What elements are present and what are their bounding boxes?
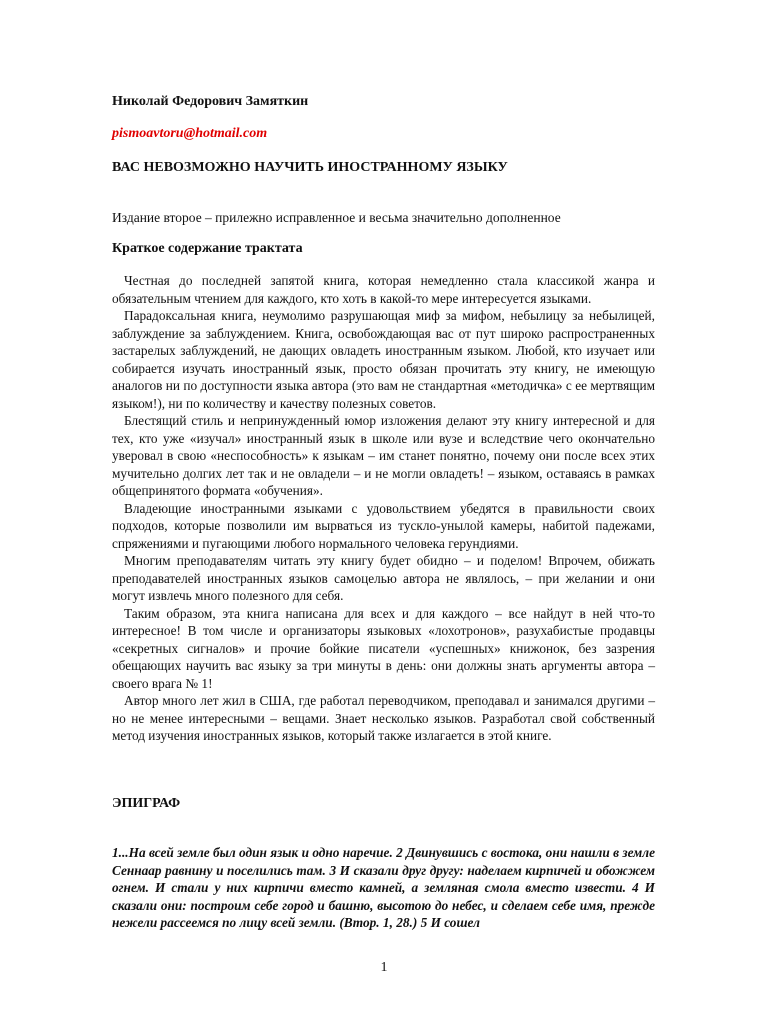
summary-body xyxy=(112,272,655,745)
page-number: 1 xyxy=(380,960,388,975)
summary-paragraph: Многим преподавателям читать эту книгу будет обидно – и поделом! Впрочем, обижать преподавателей иностранных языков самоцелью автора не являлось, – при желании и они могут извлечь много полезного для себя. xyxy=(112,553,655,603)
summary-paragraph: Таким образом, эта книга написана для всех и для каждого – все найдут в ней что-то интересное! В том числе и организаторы языковых «лохотронов», разухабистые продавцы «секретных сигналов» и прочие бойкие писатели «успешных» книжонок, без зазрения обещающих научить вас языку за три минуты в день: они должны знать аргументы автора – своего врага № 1! xyxy=(112,605,655,691)
edition-note: Издание второе – прилежно исправленное и весьма значительно дополненное xyxy=(112,210,561,225)
summary-paragraph: Блестящий стиль и непринужденный юмор изложения делают эту книгу интересной и для тех, кто уже «изучал» иностранный язык в школе или вузе и вследствие чего окончательно уверовал в свою «неспособность» к языкам – им станет понятно, почему они после всех этих мучительно долгих лет так и не овладели – и не могли овладеть! – языком, оставаясь в рамках общепринятого формата «обучения». xyxy=(112,413,655,498)
summary-paragraph: Парадоксальная книга, неумолимо разрушающая миф за мифом, небылицу за небылицей, заблуждение за заблуждением. Книга, освобождающая вас от пут широко распространенных застарелых заблуждений, не дающих овладеть иностранным языком. Любой, кто изучает или собирается изучать иностранный язык, просто обязан прочитать эту книгу, не имеющую аналогов ни по доступности языка автора (это вам не стандартная «методичка» с ее мертвящим языком!), ни по количеству и качеству полезных советов. xyxy=(112,308,655,411)
summary-paragraph: Честная до последней запятой книга, которая немедленно стала классикой жанра и обязательным чтением для каждого, кто хоть в какой-то мере интересуется языками. xyxy=(112,273,655,306)
epigraph-heading: ЭПИГРАФ xyxy=(112,796,181,811)
epigraph-text: 1...На всей земле был один язык и одно наречие. 2 Двинувшись с востока, они нашли в земле Сеннаар равнину и поселились там. 3 И сказали друг другу: наделаем кирпичей и обожжем огнем. И стали у них кирпичи вместо камней, а земляная смола вместо извести. 4 И сказали они: построим себе город и башню, высотою до небес, и сделаем себе имя, прежде нежели рассеемся по лицу всей земли. (Втор. 1, 28.) 5 И сошел xyxy=(112,845,655,930)
author-email-link[interactable]: pismoavtoru@hotmail.com xyxy=(112,126,268,141)
document-title: ВАС НЕВОЗМОЖНО НАУЧИТЬ ИНОСТРАННОМУ ЯЗЫКУ xyxy=(112,160,508,175)
summary-paragraph: Автор много лет жил в США, где работал переводчиком, преподавал и занимался другими – но не менее интересными – вещами. Знает несколько языков. Разработал свой собственный метод изучения иностранных языков, который также излагается в этой книге. xyxy=(112,693,655,743)
summary-heading: Краткое содержание трактата xyxy=(112,241,303,256)
author-name: Николай Федорович Замяткин xyxy=(112,94,309,109)
summary-paragraph: Владеющие иностранными языками с удовольствием убедятся в правильности своих подходов, которые позволили им вырваться из тускло-унылой камеры, набитой падежами, спряжениями и пугающими любого нормального человека герундиями. xyxy=(112,500,655,551)
